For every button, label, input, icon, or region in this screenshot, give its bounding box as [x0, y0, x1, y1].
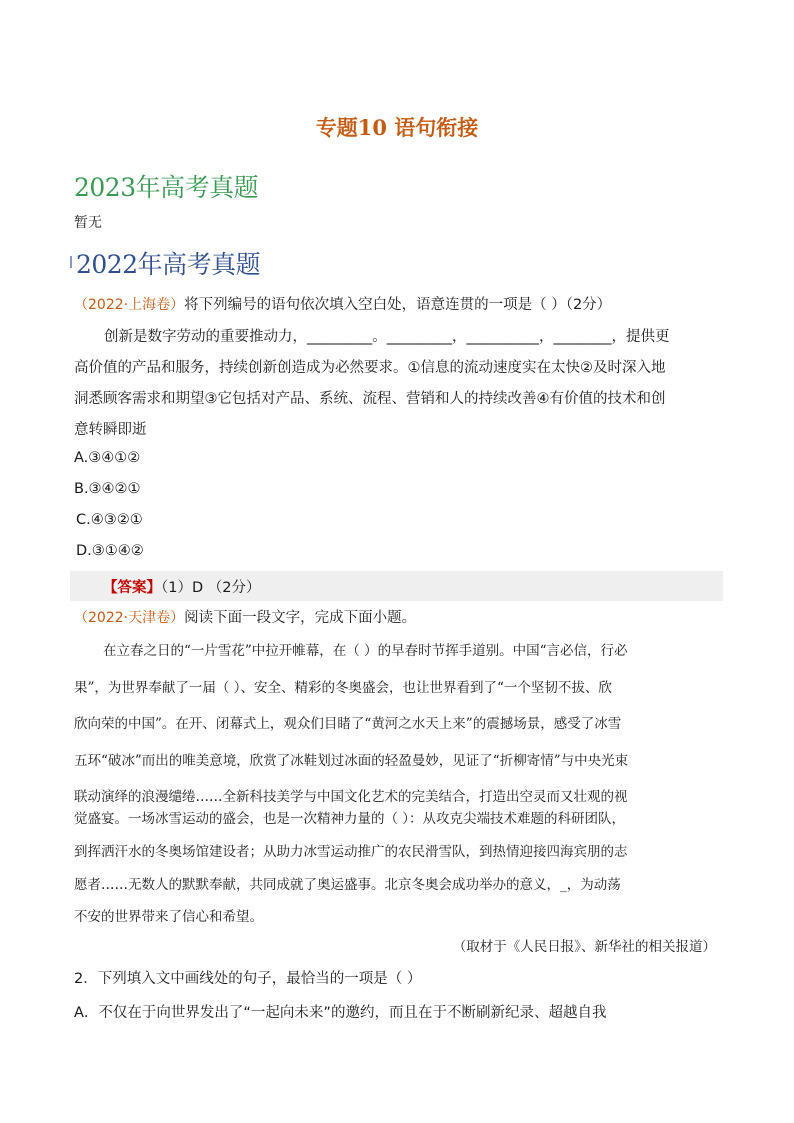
q2-passage-line: 联动演绎的浪漫缱绻……全新科技美学与中国文化艺术的完美结合，打造出空灵而又壮观的视: [74, 789, 628, 805]
q1-passage-line: 高价值的产品和服务，持续创新创造成为必然要求。①信息的流动速度实在太快②及时深入地: [74, 360, 666, 376]
q2-passage-line: 不安的世界带来了信心和希望。: [74, 909, 263, 925]
q2-passage-line: 欣向荣的中国”。在开、闭幕式上，观众们目睹了“黄河之水天上来”的震撼场景，感受了冰雪: [74, 716, 622, 732]
q2-passage-line: 果”，为世界奉献了一届（ ）、安全、精彩的冬奥盛会，也让世界看到了“一个坚韧不拔、欣: [74, 680, 612, 696]
q1-header: [74, 293, 611, 314]
q1-passage-line: 意转瞬即逝: [74, 422, 147, 438]
answer-text: （1）D （2分）: [161, 580, 261, 596]
q1-source: （2022·上海卷）: [74, 297, 185, 313]
q2-passage-line: 觉盛宴。一场冰雪运动的盛会，也是一次精神力量的（ ）：从攻克尖端技术难题的科研团队，: [74, 811, 626, 827]
q2-source: （2022·天津卷）: [74, 610, 185, 626]
q2-citation: （取材于《人民日报》、新华社的相关报道）: [452, 939, 716, 955]
q2-header: [74, 606, 416, 627]
q2-passage-line: 愿者……无数人的默默奉献，共同成就了奥运盛事。北京冬奥会成功举办的意义，_，为动荡: [74, 877, 621, 893]
q1-option-d: D.③①④②: [76, 543, 144, 559]
q2-option-a: A．不仅在于向世界发出了“一起向未来”的邀约，而且在于不断刷新纪录、超越自我: [74, 1005, 607, 1021]
heading-marker: [70, 256, 72, 268]
q1-stem: 将下列编号的语句依次填入空白处，语意连贯的一项是（ ）（2分）: [184, 297, 612, 313]
section-heading-2023: 2023年高考真题: [74, 173, 259, 202]
q1-passage-line: 洞悉顾客需求和期望③它包括对产品、系统、流程、营销和人的持续改善④有价值的技术和创: [74, 391, 666, 407]
q2-stem: 阅读下面一段文字，完成下面小题。: [184, 610, 417, 626]
q1-passage-line: 创新是数字劳动的重要推动力，_________。_________，__________，________，提供更: [104, 329, 670, 345]
q1-option-c: C.④③②①: [76, 512, 143, 528]
q2-passage-line: 五环“破冰”而出的唯美意境，欣赏了冰鞋划过冰面的轻盈曼妙，见证了“折柳寄情”与中央光束: [74, 753, 629, 769]
section-heading-2022: 2022年高考真题: [76, 250, 261, 279]
page-title: 专题10 语句衔接: [315, 115, 479, 140]
q2-sub-question: 2．下列填入文中画线处的句子，最恰当的一项是（ ）: [74, 971, 422, 987]
section-2023-note: 暂无: [74, 215, 102, 231]
q1-option-a: A.③④①②: [74, 450, 141, 466]
q2-passage-line: 在立春之日的“一片雪花”中拉开帷幕，在（ ）的早春时节挥手道别。中国“言必信，行必: [103, 643, 628, 659]
q2-passage-line: 到挥洒汗水的冬奥场馆建设者；从助力冰雪运动推广的农民滑雪队，到热情迎接四海宾朋的志: [74, 844, 628, 860]
q1-option-b: B.③④②①: [74, 481, 141, 497]
q1-answer: [103, 576, 260, 597]
answer-label: 【答案】: [103, 580, 161, 596]
